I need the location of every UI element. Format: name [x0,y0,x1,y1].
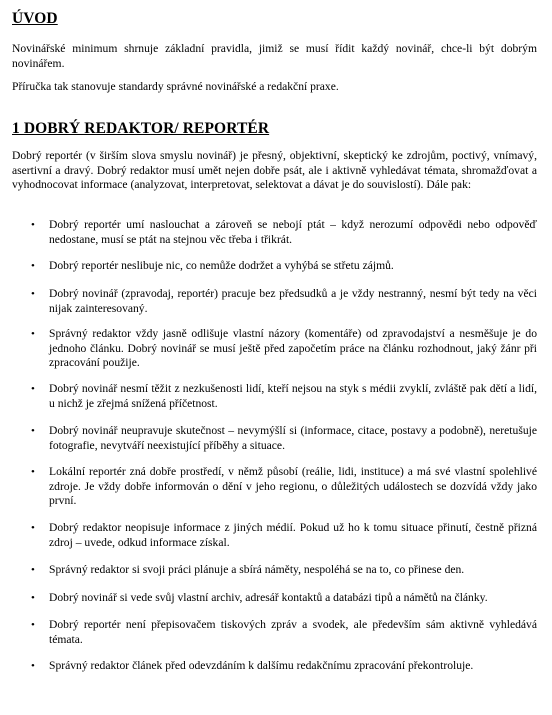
bullet-text: Správný redaktor vždy jasně odlišuje vlastní názory (komentáře) od zpravodajství a nesměšuje je do jednoho článku. Dobrý novinář se musí ještě před započetím práce na článku rozhodnout, jaký žánr při zpracování použije. [49,327,537,369]
bullet-marker: • [31,660,35,672]
bullet-marker: • [31,466,35,478]
bullet-marker: • [31,522,35,534]
bullet-marker: • [31,564,35,576]
bullet-text: Dobrý novinář nesmí těžit z nezkušenosti lidí, kteří nejsou na styk s médii zvyklí, zvláště pak dětí a lidí, u nichž je zřejmá snížená příčetnost. [49,382,537,410]
bullet-text: Správný redaktor článek před odevzdáním k dalšímu redakčnímu zpracování překontroluje. [49,659,474,672]
intro-paragraph: Novinářské minimum shrnuje základní pravidla, jimiž se musí řídit každý novinář, chce-li být dobrým novinářem. [12,42,537,70]
bullet-marker: • [31,219,35,231]
bullet-text: Lokální reportér zná dobře prostředí, v němž působí (reálie, lidi, instituce) a má své vlastní spolehlivé zdroje. Je vždy dobře informován o dění v jeho regionu, o důležitých událostech se dozvídá vždy jako první. [49,465,537,507]
bullet-text: Dobrý reportér neslibuje nic, co nemůže dodržet a vyhýbá se střetu zájmů. [49,259,394,272]
bullet-marker: • [31,328,35,340]
handbook-paragraph: Příručka tak stanovuje standardy správné novinářské a redakční praxe. [12,80,339,93]
bullet-text: Dobrý novinář neupravuje skutečnost – nevymýšlí si (informace, citace, postavy a podobně), neretušuje fotografie, nevytváří neexistující příběhy a situace. [49,424,537,452]
bullet-marker: • [31,260,35,272]
reporter-intro-paragraph: Dobrý reportér (v širším slova smyslu novinář) je přesný, objektivní, skeptický ke zdrojům, poctivý, vnímavý, asertivní a dravý. Dobrý redaktor musí umět nejen dobře psát, ale i aktivně vyhledávat témata, shromažďovat a vyhodnocovat informace (analyzovat, interpretovat, selektovat a dávat je do souvislostí). Dále pak: [12,149,537,191]
section-heading-uvod: ÚVOD [12,10,58,27]
bullet-marker: • [31,592,35,604]
bullet-text: Dobrý novinář si vede svůj vlastní archiv, adresář kontaktů a databázi tipů a námětů na články. [49,591,488,604]
bullet-text: Dobrý redaktor neopisuje informace z jiných médií. Pokud už ho k tomu situace přinutí, čestně přizná zdroj – uvede, odkud informace získal. [49,521,537,549]
section-heading-reporter: 1 DOBRÝ REDAKTOR/ REPORTÉR [12,120,270,137]
bullet-marker: • [31,425,35,437]
bullet-marker: • [31,288,35,300]
bullet-text: Dobrý novinář (zpravodaj, reportér) pracuje bez předsudků a je vždy nestranný, nesmí být tedy na věci nijak zainteresovaný. [49,287,537,315]
bullet-text: Správný redaktor si svoji práci plánuje a sbírá náměty, nespoléhá se na to, co přinese den. [49,563,465,576]
bullet-marker: • [31,619,35,631]
bullet-text: Dobrý reportér není přepisovačem tiskových zpráv a svodek, ale především sám aktivně vyhledává témata. [49,618,537,646]
bullet-marker: • [31,383,35,395]
bullet-text: Dobrý reportér umí naslouchat a zároveň se nebojí ptát – když nerozumí odpovědi nebo odpověď nedostane, musí se ptát na stejnou věc třeba i třikrát. [49,218,537,246]
